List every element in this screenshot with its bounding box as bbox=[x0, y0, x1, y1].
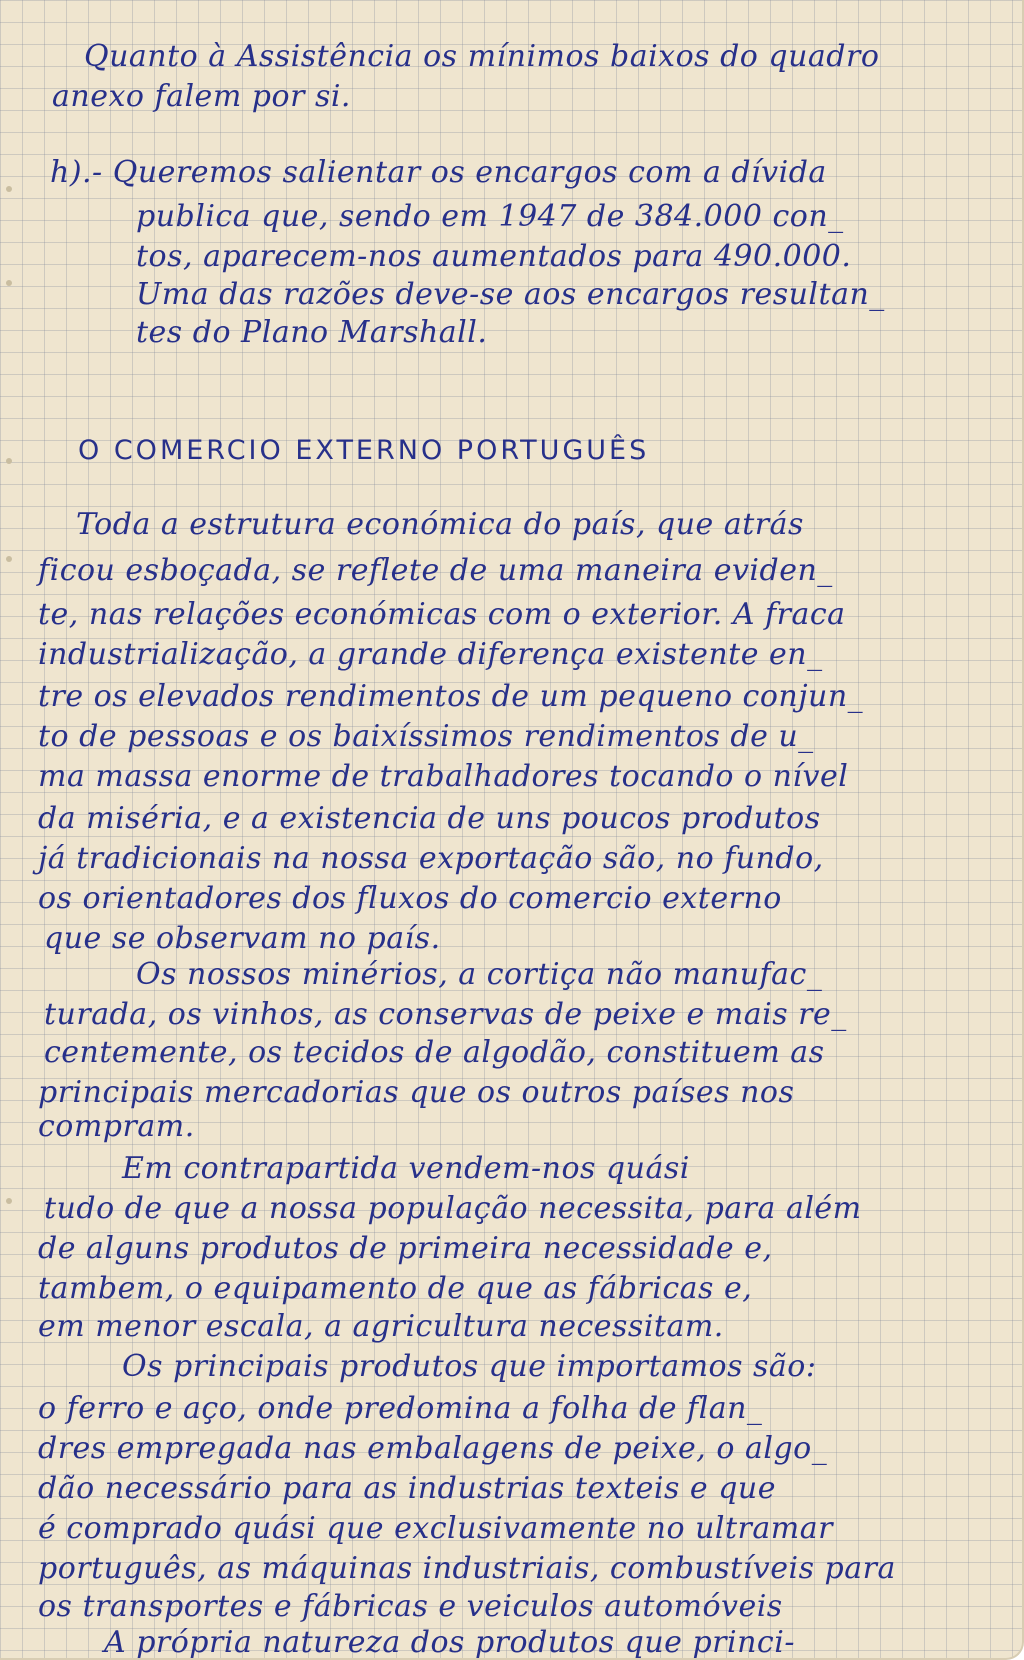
text-line: industrialização, a grande diferença existente en_ bbox=[38, 637, 823, 672]
text-line: tambem, o equipamento de que as fábricas e, bbox=[38, 1271, 753, 1306]
paper-mark bbox=[6, 556, 12, 562]
text-line: to de pessoas e os baixíssimos rendimentos de u_ bbox=[38, 719, 814, 754]
text-line: os orientadores dos fluxos do comercio externo bbox=[38, 881, 782, 916]
text-line: é comprado quási que exclusivamente no ultramar bbox=[38, 1511, 833, 1546]
text-line: tre os elevados rendimentos de um pequeno conjun_ bbox=[38, 679, 864, 714]
text-line: em menor escala, a agricultura necessitam. bbox=[38, 1309, 724, 1344]
text-line: ma massa enorme de trabalhadores tocando o nível bbox=[38, 759, 849, 794]
text-line: Quanto à Assistência os mínimos baixos do quadro bbox=[84, 39, 880, 74]
paper-mark bbox=[6, 280, 12, 286]
text-line: te, nas relações económicas com o exterior. A fraca bbox=[38, 597, 846, 632]
text-line: tes do Plano Marshall. bbox=[136, 315, 488, 350]
text-line: Toda a estrutura económica do país, que atrás bbox=[76, 507, 804, 542]
text-line: tos, aparecem-nos aumentados para 490.000. bbox=[136, 239, 852, 274]
text-line: h).- Queremos salientar os encargos com a dívida bbox=[50, 155, 827, 190]
text-line: dres empregada nas embalagens de peixe, o algo_ bbox=[38, 1431, 828, 1466]
paper-mark bbox=[6, 458, 12, 464]
paper-mark bbox=[6, 1198, 12, 1204]
text-line: português, as máquinas industriais, combustíveis para bbox=[38, 1551, 896, 1586]
text-line: anexo falem por si. bbox=[52, 79, 351, 114]
text-line: publica que, sendo em 1947 de 384.000 con_ bbox=[136, 199, 844, 234]
text-line: de alguns produtos de primeira necessidade e, bbox=[38, 1231, 773, 1266]
text-line: Em contrapartida vendem-nos quási bbox=[122, 1151, 690, 1186]
section-heading: O COMERCIO EXTERNO PORTUGUÊS bbox=[78, 435, 650, 466]
text-line: Os principais produtos que importamos são: bbox=[122, 1349, 817, 1384]
text-line: que se observam no país. bbox=[44, 921, 441, 956]
text-line: o ferro e aço, onde predomina a folha de flan_ bbox=[38, 1391, 763, 1426]
text-line: centemente, os tecidos de algodão, constituem as bbox=[44, 1035, 825, 1070]
paper-mark bbox=[6, 186, 12, 192]
text-line: dão necessário para as industrias texteis e que bbox=[38, 1471, 776, 1506]
text-line: tudo de que a nossa população necessita, para além bbox=[44, 1191, 862, 1226]
text-line: A própria natureza dos produtos que princi- bbox=[104, 1625, 795, 1660]
text-line: ficou esboçada, se reflete de uma maneira eviden_ bbox=[38, 553, 833, 588]
text-line: já tradicionais na nossa exportação são, no fundo, bbox=[38, 841, 824, 876]
text-line: Uma das razões deve-se aos encargos resultan_ bbox=[136, 277, 885, 312]
text-line: Os nossos minérios, a cortiça não manufac_ bbox=[136, 957, 823, 992]
text-line: turada, os vinhos, as conservas de peixe e mais re_ bbox=[44, 997, 847, 1032]
text-line: da miséria, e a existencia de uns poucos produtos bbox=[38, 801, 821, 836]
text-line: compram. bbox=[38, 1109, 195, 1144]
text-line: os transportes e fábricas e veiculos automóveis bbox=[38, 1589, 783, 1624]
text-line: principais mercadorias que os outros países nos bbox=[38, 1075, 795, 1110]
